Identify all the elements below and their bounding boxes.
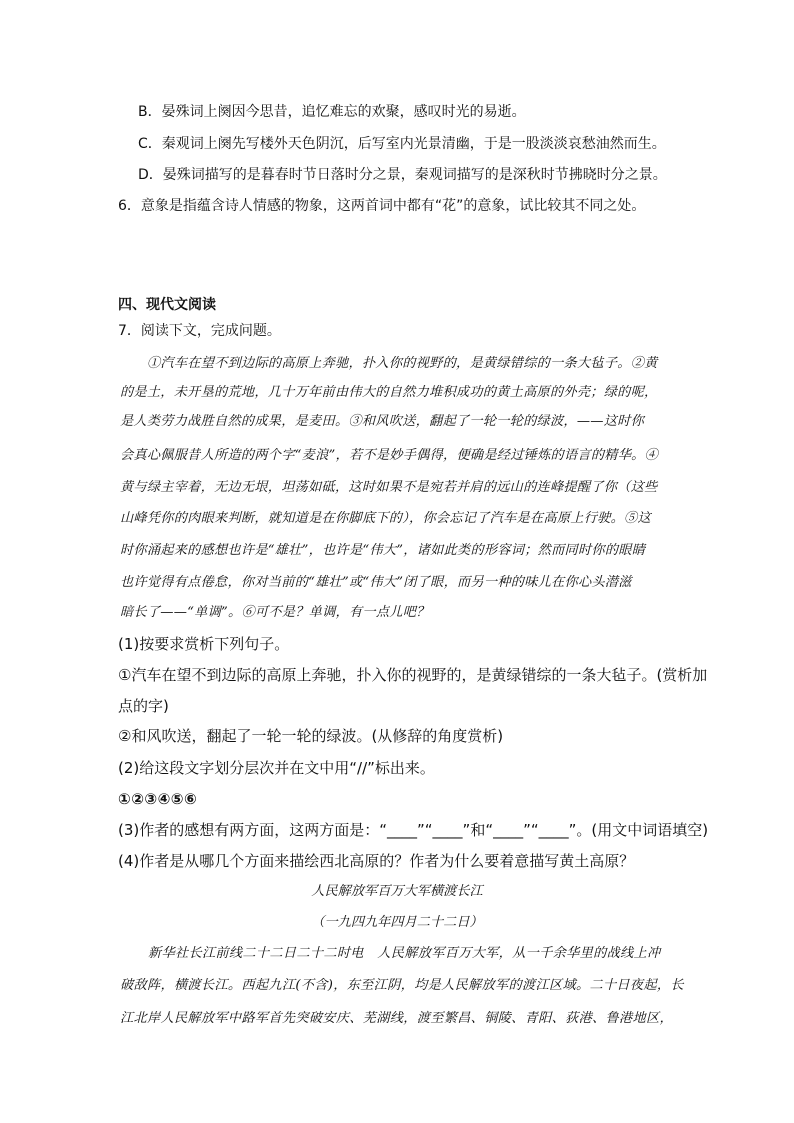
news-line: 江北岸人民解放军中路军首先突破安庆、芜湖线，渡至繁昌、铜陵、青阳、荻港、鲁港地区，: [120, 1011, 673, 1026]
sub-question-1a-cont: 点的字): [118, 697, 169, 715]
passage-line: 是人类劳力战胜自然的成果，是麦田。③和风吹送，翻起了一轮一轮的绿波，——这时你: [120, 414, 645, 429]
news-date: （一九四九年四月二十二日）: [311, 915, 483, 930]
passage-line: 也许觉得有点倦怠，你对当前的“雄壮”或“伟大”闭了眼，而另一种的味儿在你心头潜滋: [120, 575, 632, 590]
section-heading: 四、现代文阅读: [118, 297, 216, 313]
question-7: 7．阅读下文，完成问题。: [118, 323, 281, 339]
option-b: B．晏殊词上阕因今思昔，追忆难忘的欢聚，感叹时光的易逝。: [138, 104, 526, 120]
option-c: C．秦观词上阕先写楼外天色阴沉，后写室内光景清幽，于是一股淡淡哀愁油然而生。: [138, 136, 666, 152]
news-line: 新华社长江前线二十二日二十二时电 人民解放军百万大军，从一千余华里的战线上冲: [148, 946, 661, 961]
sub-question-2: (2)给这段文字划分层次并在文中用“//”标出来。: [118, 759, 435, 777]
sub-question-1: (1)按要求赏析下列句子。: [118, 635, 290, 653]
passage-line: 会真心佩服昔人所造的两个字“麦浪”，若不是妙手偶得，便确是经过锤炼的语言的精华。④: [120, 448, 659, 463]
passage-line: 暗长了——“单调”。⑥可不是？单调，有一点儿吧？: [120, 605, 430, 620]
news-line: 破敌阵，横渡长江。西起九江(不含)，东至江阴，均是人民解放军的渡江区域。二十日夜起，长: [120, 978, 684, 993]
sub-question-1a: ①汽车在望不到边际的高原上奔驰，扑入你的视野的，是黄绿错综的一条大毡子。(赏析加: [118, 666, 708, 684]
passage-line: 山峰凭你的肉眼来判断，就知道是在你脚底下的），你会忘记了汽车是在高原上行驶。⑤这: [120, 511, 651, 526]
passage-line: 的是土，未开垦的荒地，几十万年前由伟大的自然力堆积成功的黄土高原的外壳；绿的呢，: [120, 385, 658, 400]
option-d: D．晏殊词描写的是暮春时节日落时分之景，秦观词描写的是深秋时节拂晓时分之景。: [138, 167, 667, 183]
news-title: 人民解放军百万大军横渡长江: [311, 884, 483, 899]
sub-question-1b: ②和风吹送，翻起了一轮一轮的绿波。(从修辞的角度赏析): [118, 727, 504, 745]
circled-numbers: ①②③④⑤⑥: [118, 790, 198, 808]
passage-line: ①汽车在望不到边际的高原上奔驰，扑入你的视野的，是黄绿错综的一条大毡子。②黄: [147, 356, 658, 371]
passage-line: 黄与绿主宰着，无边无垠，坦荡如砥，这时如果不是宛若并肩的远山的连峰提醒了你（这些: [120, 480, 658, 495]
sub-question-3: (3)作者的感想有两方面，这两方面是：“____”“____”和“____”“____”。(用文中词语填空): [118, 821, 709, 839]
passage-line: 时你涌起来的感想也许是“雄壮”，也许是“伟大”，诸如此类的形容词；然而同时你的眼睛: [120, 543, 646, 558]
sub-question-4: (4)作者是从哪几个方面来描绘西北高原的？作者为什么要着意描写黄土高原？: [118, 852, 635, 870]
question-6: 6．意象是指蕴含诗人情感的物象，这两首词中都有“花”的意象，试比较其不同之处。: [118, 198, 646, 214]
